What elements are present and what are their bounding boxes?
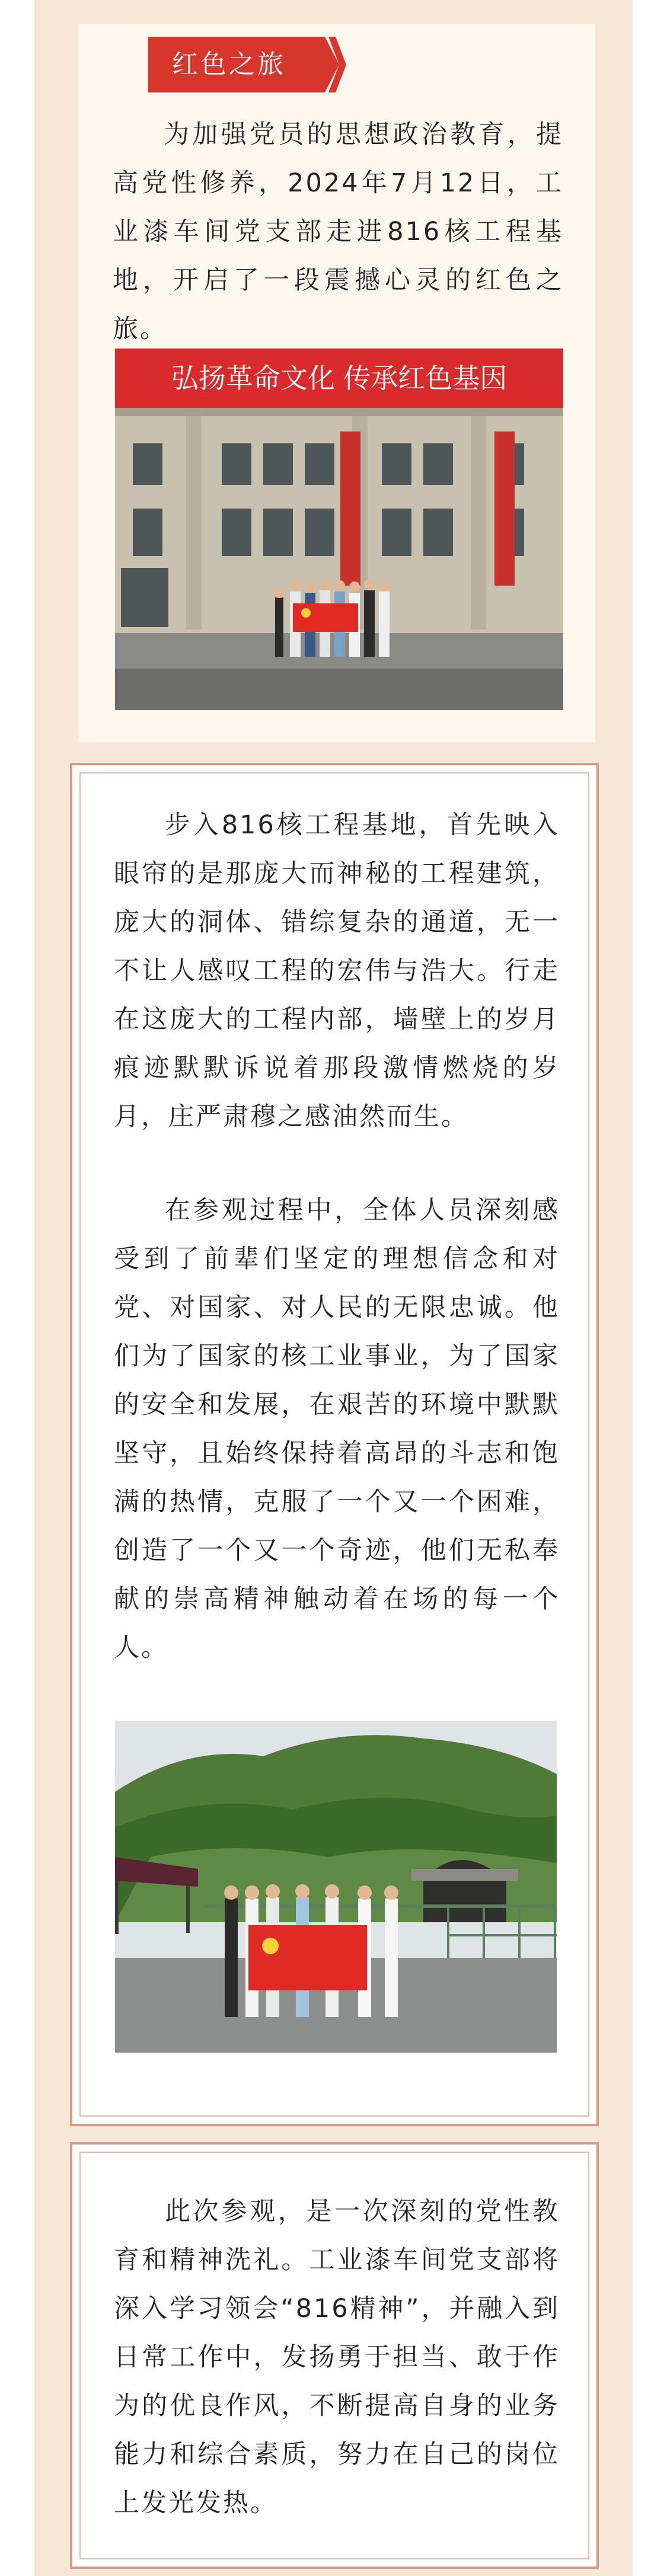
- section-intro: [78, 24, 595, 742]
- photo-group-at-building: [115, 349, 563, 710]
- section-title: 红色之旅: [172, 49, 286, 79]
- photo-group-at-tunnel: [115, 1721, 557, 2053]
- section-visit: [70, 763, 599, 2126]
- intro-paragraph: 为加强党员的思想政治教育，提高党性修养，2024年7月12日，工业漆车间党支部走进816核工程基地，开启了一段震撼心灵的红色之旅。: [113, 120, 563, 344]
- conclusion-paragraph: 此次参观，是一次深刻的党性教育和精神洗礼。工业漆车间党支部将深入学习领会“816精神”，并融入到日常工作中，发扬勇于担当、敢于作为的优良作风，不断提高自身的业务能力和综合素质，努力在自己的岗位上发光发热。: [114, 2197, 560, 2518]
- visit-paragraph-1: 步入816核工程基地，首先映入眼帘的是那庞大而神秘的工程建筑，庞大的洞体、错综复杂的通道，无一不让人感叹工程的宏伟与浩大。行走在这庞大的工程内部，墙壁上的岁月痕迹默默诉说着那段激情燃烧的岁月，庄严肃穆之感油然而生。: [114, 810, 560, 1132]
- visit-paragraph-2: 在参观过程中，全体人员深刻感受到了前辈们坚定的理想信念和对党、对国家、对人民的无限忠诚。他们为了国家的核工业事业，为了国家的安全和发展，在艰苦的环境中默默坚守，且始终保持着高昂的斗志和饱满的热情，克服了一个又一个困难，创造了一个又一个奇迹，他们无私奉献的崇高精神触动着在场的每一个人。: [114, 1196, 560, 1663]
- photo-banner-text: 弘扬革命文化 传承红色基因: [171, 362, 508, 394]
- section-conclusion: [70, 2142, 599, 2569]
